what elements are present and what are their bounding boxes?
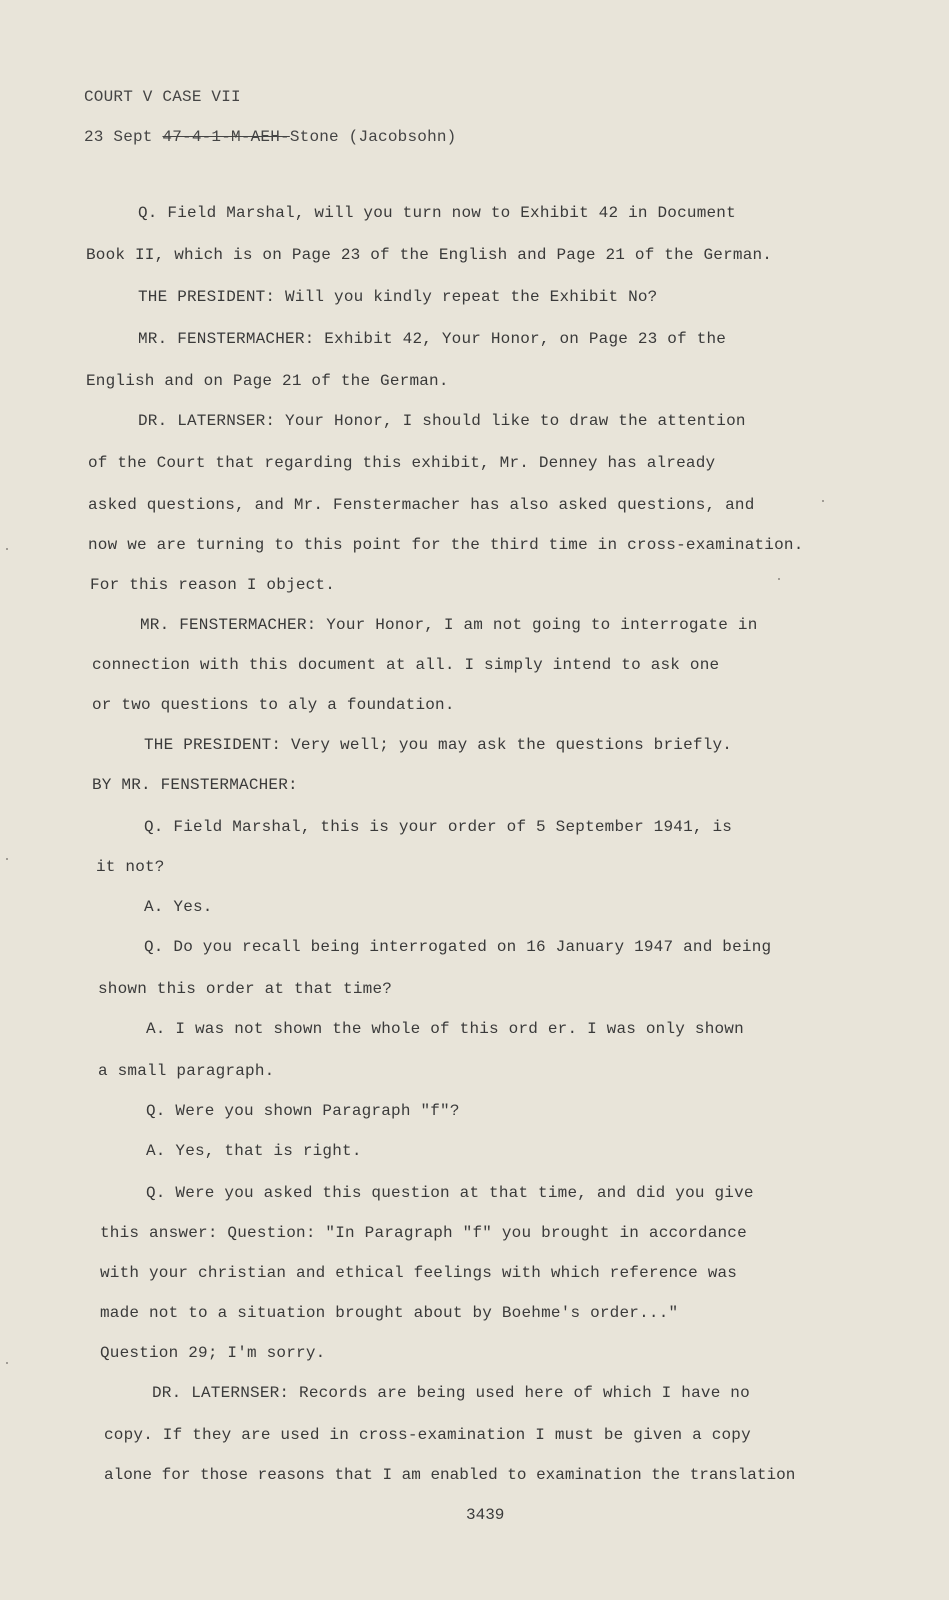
transcript-line: MR. FENSTERMACHER: Your Honor, I am not going to interrogate in — [140, 616, 758, 634]
transcript-line: BY MR. FENSTERMACHER: — [92, 776, 298, 794]
paper-speck — [6, 548, 8, 550]
transcript-line: MR. FENSTERMACHER: Exhibit 42, Your Honor, on Page 23 of the — [138, 330, 727, 348]
transcript-line: Q. Were you asked this question at that time, and did you give — [146, 1184, 754, 1202]
paper-speck — [822, 500, 824, 502]
transcript-line: A. Yes. — [144, 898, 213, 916]
court-case-header: COURT V CASE VII — [84, 88, 241, 106]
transcript-line: now we are turning to this point for the third time in cross-examination. — [88, 536, 804, 554]
transcript-line: For this reason I object. — [90, 576, 336, 594]
paper-speck — [6, 1362, 8, 1364]
transcript-line: Question 29; I'm sorry. — [100, 1344, 326, 1362]
transcript-line: made not to a situation brought about by Boehme's order..." — [100, 1304, 679, 1322]
transcript-line: copy. If they are used in cross-examination I must be given a copy — [104, 1426, 751, 1444]
transcript-line: shown this order at that time? — [98, 980, 393, 998]
transcript-line: THE PRESIDENT: Will you kindly repeat the Exhibit No? — [138, 288, 658, 306]
transcript-line: Q. Field Marshal, will you turn now to Exhibit 42 in Document — [138, 204, 736, 222]
transcript-line: this answer: Question: "In Paragraph "f" you brought in accordance — [100, 1224, 747, 1242]
transcript-line: DR. LATERNSER: Your Honor, I should like to draw the attention — [138, 412, 746, 430]
transcript-line: A. I was not shown the whole of this ord er. I was only shown — [146, 1020, 744, 1038]
transcript-line: asked questions, and Mr. Fenstermacher has also asked questions, and — [88, 496, 755, 514]
transcript-line: alone for those reasons that I am enabled to examination the translation — [104, 1466, 796, 1484]
paper-speck — [6, 858, 8, 860]
page-number: 3439 — [466, 1506, 505, 1524]
transcript-line: THE PRESIDENT: Very well; you may ask the questions briefly. — [144, 736, 733, 754]
transcript-line: Q. Do you recall being interrogated on 16 January 1947 and being — [144, 938, 772, 956]
date-reference-line — [84, 128, 456, 146]
transcript-line: it not? — [96, 858, 165, 876]
transcript-line: or two questions to aly a foundation. — [92, 696, 455, 714]
transcript-line: with your christian and ethical feelings with which reference was — [100, 1264, 738, 1282]
paper-speck — [778, 578, 780, 580]
transcript-line: connection with this document at all. I simply intend to ask one — [92, 656, 720, 674]
date-prefix: 23 Sept — [84, 128, 163, 146]
transcript-line: Q. Field Marshal, this is your order of 5 September 1941, is — [144, 818, 733, 836]
transcript-line: English and on Page 21 of the German. — [86, 372, 449, 390]
struck-reference-code: 47-4-1-M-AEH- — [162, 128, 290, 146]
transcript-line: Q. Were you shown Paragraph "f"? — [146, 1102, 460, 1120]
transcript-line: Book II, which is on Page 23 of the English and Page 21 of the German. — [86, 246, 773, 264]
transcript-line: a small paragraph. — [98, 1062, 275, 1080]
transcript-line: A. Yes, that is right. — [146, 1142, 362, 1160]
transcriber-names: Stone (Jacobsohn) — [289, 128, 457, 146]
transcript-line: of the Court that regarding this exhibit, Mr. Denney has already — [88, 454, 716, 472]
transcript-line: DR. LATERNSER: Records are being used here of which I have no — [152, 1384, 750, 1402]
